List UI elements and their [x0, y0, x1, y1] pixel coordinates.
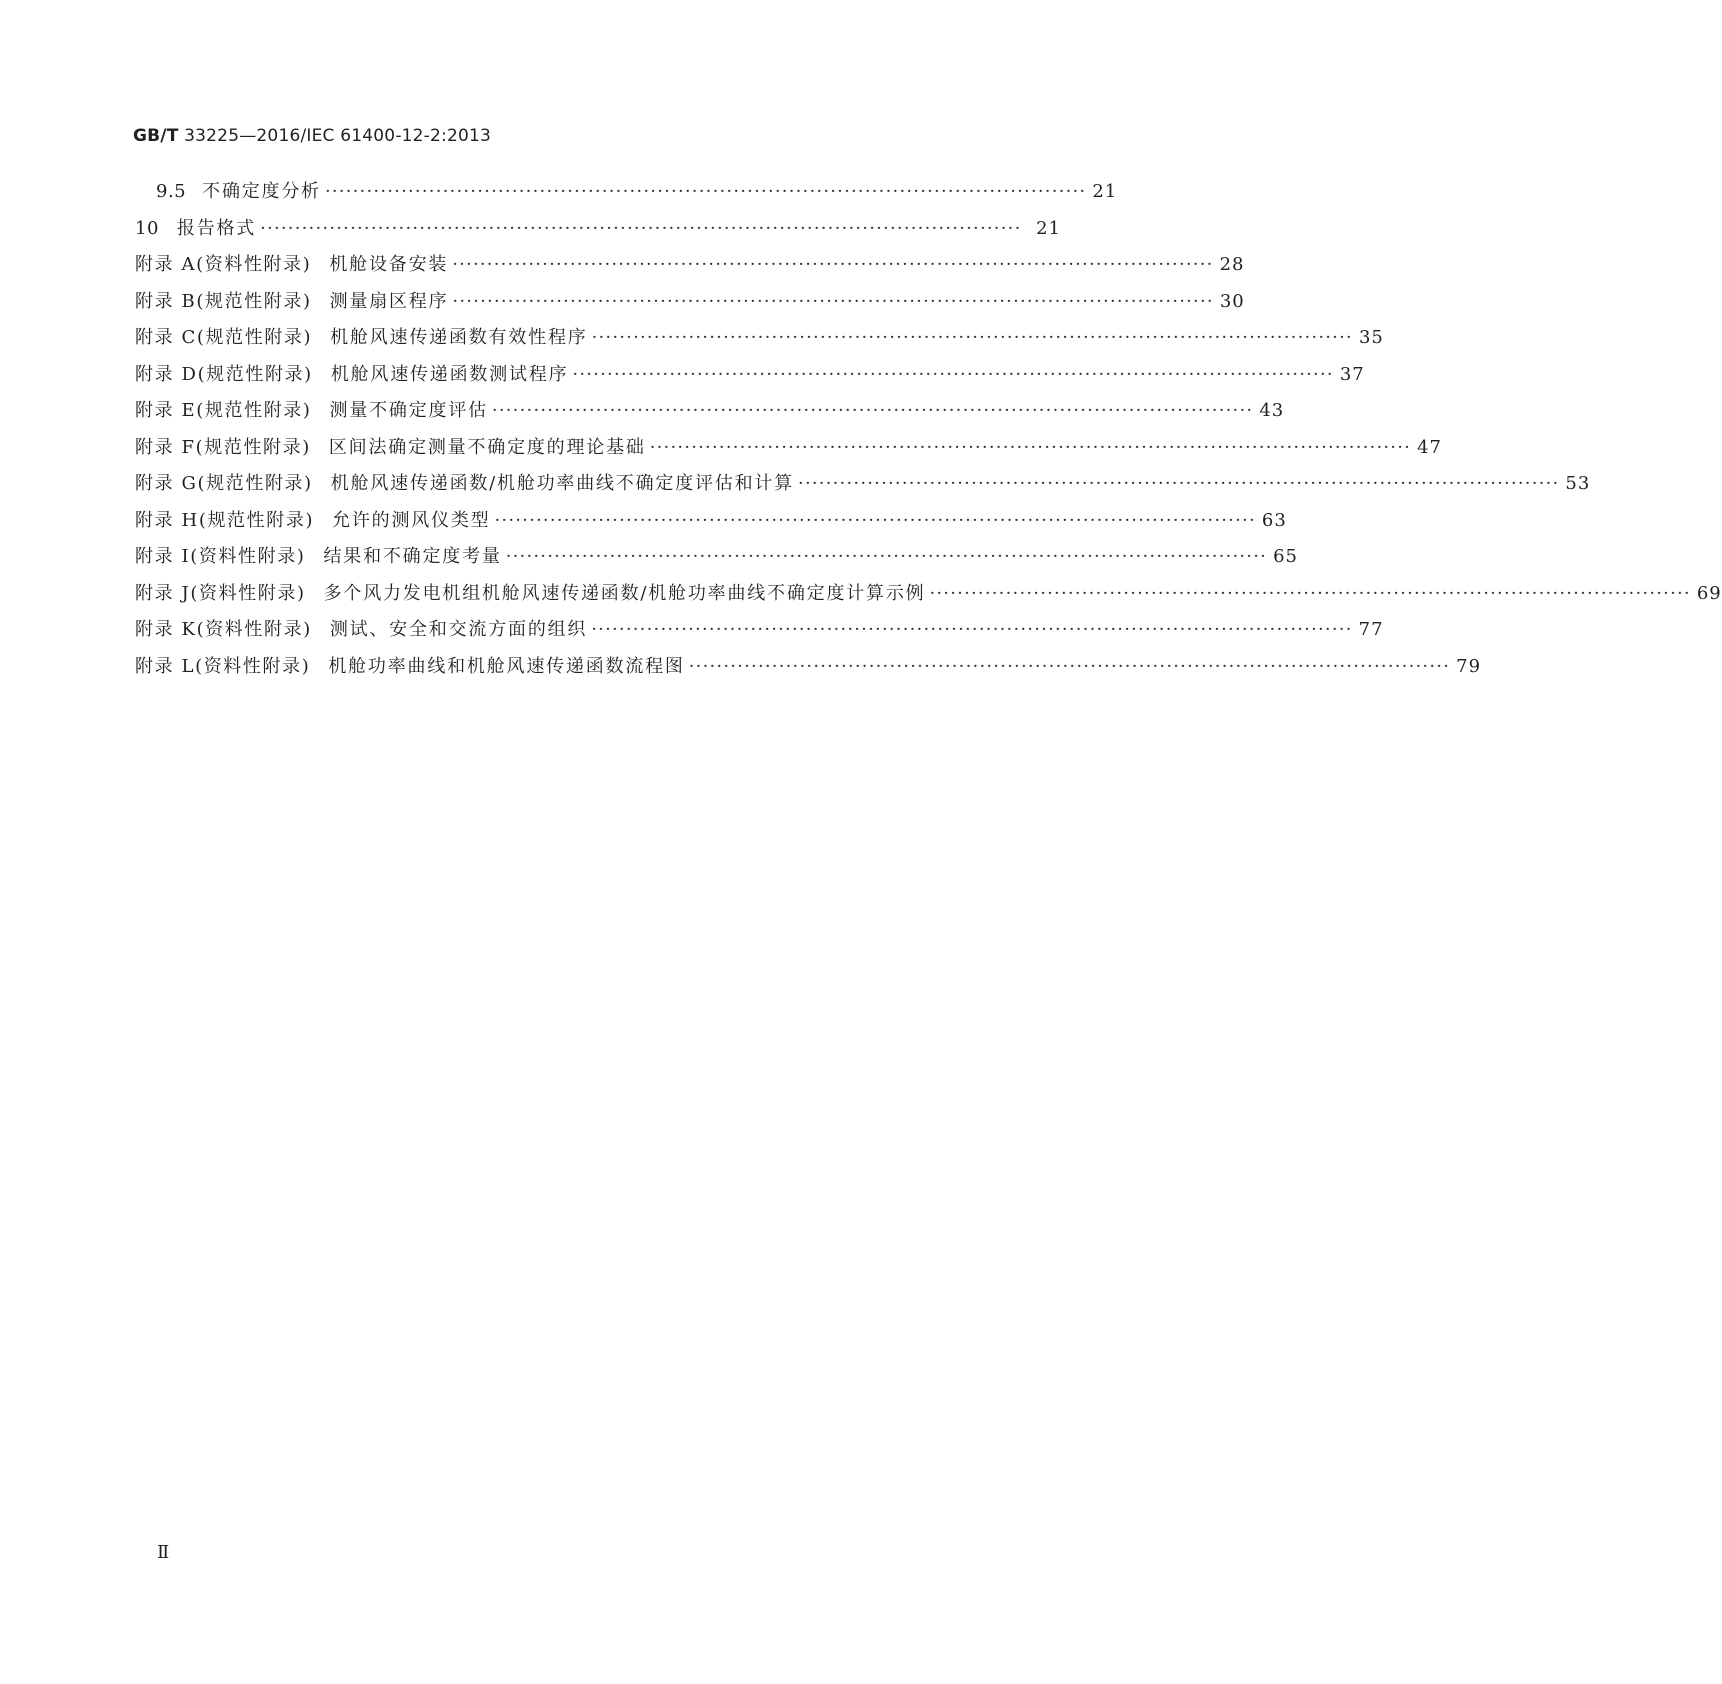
- toc-page-number: 63: [1261, 509, 1287, 531]
- toc-entry[interactable]: [135, 579, 1722, 616]
- toc-appendix-label: 附录 I: [135, 546, 191, 567]
- table-of-contents: [135, 177, 1722, 688]
- toc-dot-leader: ··············································································································: [494, 509, 1256, 531]
- toc-entry-title: 机舱风速传递函数有效性程序: [330, 327, 588, 348]
- toc-appendix-label: 附录 H: [135, 509, 199, 531]
- toc-entry-title: 机舱功率曲线和机舱风速传递函数流程图: [328, 655, 685, 677]
- toc-dot-leader: ··············································································································: [591, 327, 1353, 348]
- toc-page-number: 77: [1358, 619, 1384, 640]
- toc-appendix-label: 附录 C: [135, 327, 197, 348]
- toc-page-number: 47: [1417, 436, 1442, 458]
- toc-entry-title: 机舱设备安装: [329, 254, 449, 275]
- toc-appendix-label: 附录 E: [135, 400, 197, 421]
- toc-entry-title: 区间法确定测量不确定度的理论基础: [328, 436, 646, 458]
- toc-dot-leader: ··············································································································: [452, 290, 1214, 312]
- toc-dot-leader: ··············································································································: [688, 655, 1451, 677]
- toc-page-number: 53: [1565, 473, 1591, 494]
- toc-entry-title: 允许的测风仪类型: [332, 509, 491, 531]
- toc-appendix-kind: (资料性附录): [195, 655, 311, 677]
- toc-entry[interactable]: [135, 433, 1442, 470]
- toc-dot-leader: ··············································································································: [260, 217, 1022, 239]
- toc-appendix-kind: (规范性附录): [196, 327, 313, 348]
- standard-code: GB/T: [133, 126, 179, 146]
- toc-entry[interactable]: [135, 360, 1365, 397]
- toc-page-number: 79: [1456, 655, 1482, 677]
- toc-dot-leader: ··············································································································: [505, 546, 1268, 567]
- toc-page-number: 21: [1036, 217, 1061, 239]
- toc-entry-title: 不确定度分析: [202, 181, 321, 202]
- toc-appendix-kind: (规范性附录): [197, 473, 313, 494]
- toc-dot-leader: ··············································································································: [452, 254, 1214, 275]
- toc-entry-title: 机舱风速传递函数/机舱功率曲线不确定度评估和计算: [330, 473, 795, 494]
- toc-entry-title: 测试、安全和交流方面的组织: [329, 619, 588, 640]
- toc-entry[interactable]: [135, 652, 1482, 689]
- toc-entry-number: 9.5: [156, 181, 187, 202]
- toc-page-number: 35: [1358, 327, 1384, 348]
- toc-dot-leader: ··············································································································: [491, 400, 1254, 421]
- toc-entry-title: 多个风力发电机组机舱风速传递函数/机舱功率曲线不确定度计算示例: [323, 582, 926, 604]
- toc-entry[interactable]: [135, 506, 1287, 543]
- toc-entry[interactable]: [135, 177, 1118, 214]
- toc-entry-title: 机舱风速传递函数测试程序: [330, 363, 569, 385]
- toc-appendix-label: 附录 F: [135, 436, 196, 458]
- toc-entry[interactable]: [135, 615, 1384, 652]
- toc-appendix-kind: (规范性附录): [196, 400, 312, 421]
- toc-appendix-kind: (规范性附录): [196, 290, 312, 312]
- toc-appendix-kind: (资料性附录): [190, 582, 306, 604]
- toc-entry[interactable]: [135, 287, 1245, 324]
- toc-appendix-kind: (资料性附录): [190, 546, 306, 567]
- toc-appendix-label: 附录 J: [135, 582, 191, 604]
- toc-appendix-label: 附录 K: [135, 619, 197, 640]
- toc-page-number: 65: [1273, 546, 1298, 567]
- toc-dot-leader: ··············································································································: [572, 363, 1334, 385]
- toc-appendix-label: 附录 G: [135, 473, 198, 494]
- page-number: Ⅱ: [157, 1542, 170, 1563]
- toc-appendix-kind: (规范性附录): [197, 363, 313, 385]
- toc-entry-title: 测量不确定度评估: [329, 400, 488, 421]
- toc-dot-leader: ··············································································································: [591, 619, 1353, 640]
- toc-entry[interactable]: [135, 323, 1384, 360]
- toc-entry[interactable]: [135, 396, 1285, 433]
- toc-appendix-label: 附录 B: [135, 290, 197, 312]
- toc-appendix-label: 附录 A: [135, 254, 197, 275]
- toc-dot-leader: ··············································································································: [929, 582, 1691, 604]
- toc-page-number: 43: [1259, 400, 1285, 421]
- toc-entry-title: 报告格式: [176, 217, 257, 239]
- toc-appendix-label: 附录 D: [135, 363, 198, 385]
- toc-appendix-kind: (规范性附录): [198, 509, 315, 531]
- toc-entry[interactable]: [135, 469, 1591, 506]
- toc-entry[interactable]: [135, 214, 1061, 251]
- toc-entry-number: 10: [135, 217, 159, 239]
- toc-appendix-label: 附录 L: [135, 655, 196, 677]
- toc-entry[interactable]: [135, 250, 1245, 287]
- toc-page-number: 28: [1219, 254, 1245, 275]
- toc-appendix-kind: (资料性附录): [196, 619, 312, 640]
- document-header: [133, 126, 491, 146]
- toc-page-number: 37: [1339, 363, 1365, 385]
- toc-page-number: 30: [1219, 290, 1245, 312]
- toc-entry[interactable]: [135, 542, 1298, 579]
- toc-entry-title: 测量扇区程序: [329, 290, 449, 312]
- standard-number: 33225—2016/IEC 61400-12-2:2013: [178, 126, 492, 146]
- toc-dot-leader: ··············································································································: [649, 436, 1412, 458]
- toc-appendix-kind: (资料性附录): [196, 254, 312, 275]
- toc-dot-leader: ··············································································································: [324, 181, 1087, 202]
- toc-page-number: 21: [1092, 181, 1118, 202]
- toc-entry-title: 结果和不确定度考量: [323, 546, 502, 567]
- toc-appendix-kind: (规范性附录): [195, 436, 311, 458]
- toc-page-number: 69: [1696, 582, 1722, 604]
- toc-dot-leader: ··············································································································: [798, 473, 1560, 494]
